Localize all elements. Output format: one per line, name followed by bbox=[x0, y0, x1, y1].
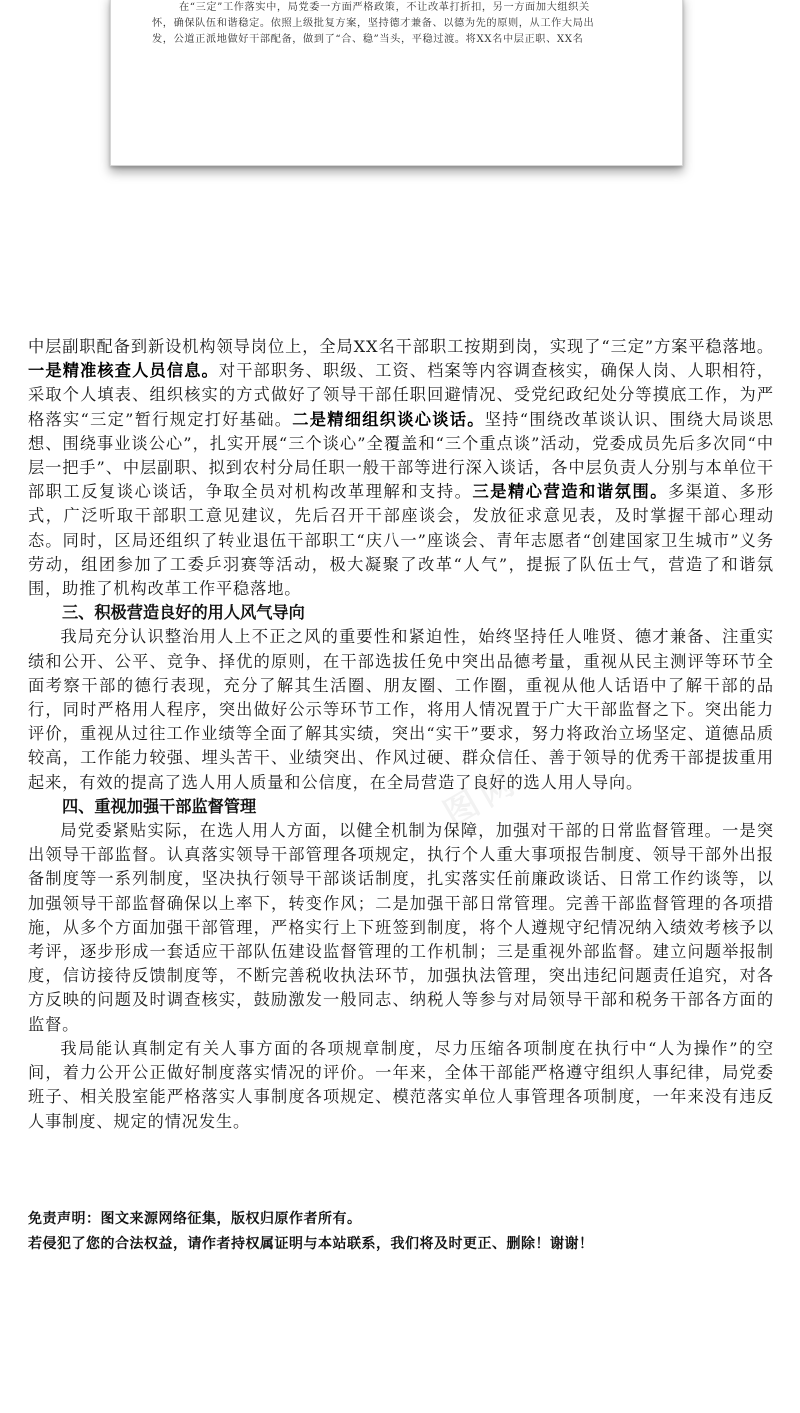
watermark: 图网 bbox=[437, 760, 527, 835]
disclaimer-line: 免责声明：图文来源网络征集，版权归原作者所有。 bbox=[28, 1211, 362, 1227]
paragraph-text: 对干部职务、职级、工资、档案等内容调查核实，确保人岗、人职相符，采取个人填表、组织核实的方式做好了领导干部任职回避情况、受党纪政纪处分等摸底工作，为严格落实“三定”暂行规定打好基础。 bbox=[28, 361, 774, 429]
bold-point: 二是精细组织谈心谈话。 bbox=[292, 409, 485, 429]
paragraph-text: 坚持“围绕改革谈认识、围绕大局谈思想、围绕事业谈公心”，扎实开展“三个谈心”全覆盖和“三个重点谈”活动，党委成员先后多次同“中层一把手”、中层副职、拟到农村分局任职一般干部等进行深入谈话，各中层负责人分别与本单位干部职工反复谈心谈话，争取全员对机构改革理解和支持。 bbox=[28, 409, 775, 502]
paragraph-regulations: 我局能认真制定有关人事方面的各项规章制度，尽力压缩各项制度在执行中“人为操作”的空间，着力公开公正做好制度落实情况的评价。一年来，全体干部能严格遵守组织人事纪律，局党委班子、相关股室能严格落实人事制度各项规定、模范落实单位人事管理各项制度，一年来没有违反人事制度、规定的情况发生。 bbox=[28, 1038, 774, 1131]
preview-line: 怀，确保队伍和谐稳定。依照上级批复方案，坚持德才兼备、以德为先的原则，从工作大局出 bbox=[152, 18, 595, 29]
paragraph-text: 多渠道、多形式，广泛听取干部职工意见建议，先后召开干部座谈会，发放征求意见表，及时掌握干部心理动态。同时，区局还组织了转业退伍干部职工“庆八一”座谈会、青年志愿者“创建国家卫生城市”义务劳动，组团参加了工委乒羽赛等活动，极大凝聚了改革“人气”，提振了队伍士气，营造了和谐氛围，助推了机构改革工作平稳落地。 bbox=[28, 482, 774, 599]
disclaimer-line: 若侵犯了您的合法权益，请作者持权属证明与本站联系，我们将及时更正、删除！谢谢！ bbox=[28, 1236, 594, 1252]
section-heading-3: 三、积极营造良好的用人风气导向 bbox=[62, 603, 305, 623]
paragraph-recruitment: 我局充分认识整治用人上不正之风的重要性和紧迫性，始终坚持任人唯贤、德才兼备、注重实绩和公开、公平、竞争、择优的原则，在干部选拔任免中突出品德考量，重视从民主测评等环节全面考察干部的德行表现，充分了解其生活圈、朋友圈、工作圈，重视从他人话语中了解干部的品行，同时严格用人程序，突出做好公示等环节工作，将用人情况置于广大干部监督之下。突出能力评价，重视从过往工作业绩等全面了解其实绩，突出“实干”要求，努力将政治立场坚定、道德品质较高，工作能力较强、埋头苦干、业绩突出、作风过硬、群众信任、善于领导的优秀干部提拔重用起来，有效的提高了选人用人质量和公信度，在全局营造了良好的选人用人导向。 bbox=[28, 627, 774, 792]
preview-line: 在“三定”工作落实中，局党委一方面严格政策，不让改革打折扣，另一方面加大组织关 bbox=[179, 2, 590, 13]
paragraph-personnel bbox=[28, 335, 774, 601]
article-body bbox=[28, 335, 774, 1134]
disclaimer bbox=[28, 1207, 788, 1257]
paragraph-supervision: 局党委紧贴实际，在选人用人方面，以健全机制为保障，加强对干部的日常监督管理。一是突出领导干部监督。认真落实领导干部管理各项规定，执行个人重大事项报告制度、领导干部外出报备制度等一系列制度，坚决执行领导干部谈话制度，扎实落实任前廉政谈话、日常工作约谈等，以加强领导干部监督确保以上率下，转变作风；二是加强干部日常管理。完善干部监督管理的各项措施，从多个方面加强干部管理，严格实行上下班签到制度，将个人遵规守纪情况纳入绩效考核予以考评，逐步形成一套适应干部队伍建设监督管理的工作机制；三是重视外部监督。建立问题举报制度，信访接待反馈制度等，不断完善税收执法环节，加强执法管理，突出违纪问题责任追究，对各方反映的问题及时调查核实，鼓励激发一般同志、纳税人等参与对局领导干部和税务干部各方面的监督。 bbox=[28, 821, 774, 1034]
section-heading-4: 四、重视加强干部监督管理 bbox=[62, 796, 257, 816]
bold-point: 三是精心营造和谐氛围。 bbox=[472, 482, 669, 502]
document-preview-card bbox=[110, 0, 683, 166]
bold-point: 一是精准核查人员信息。 bbox=[28, 361, 219, 381]
paragraph-text: 中层副职配备到新设机构领导岗位上，全局XX名干部职工按期到岗，实现了“三定”方案平稳落地。 bbox=[28, 337, 774, 356]
preview-area bbox=[0, 0, 800, 240]
preview-line: 发，公道正派地做好干部配备，做到了“合、稳”当头，平稳过渡。将XX名中层正职、XX名 bbox=[152, 34, 584, 45]
